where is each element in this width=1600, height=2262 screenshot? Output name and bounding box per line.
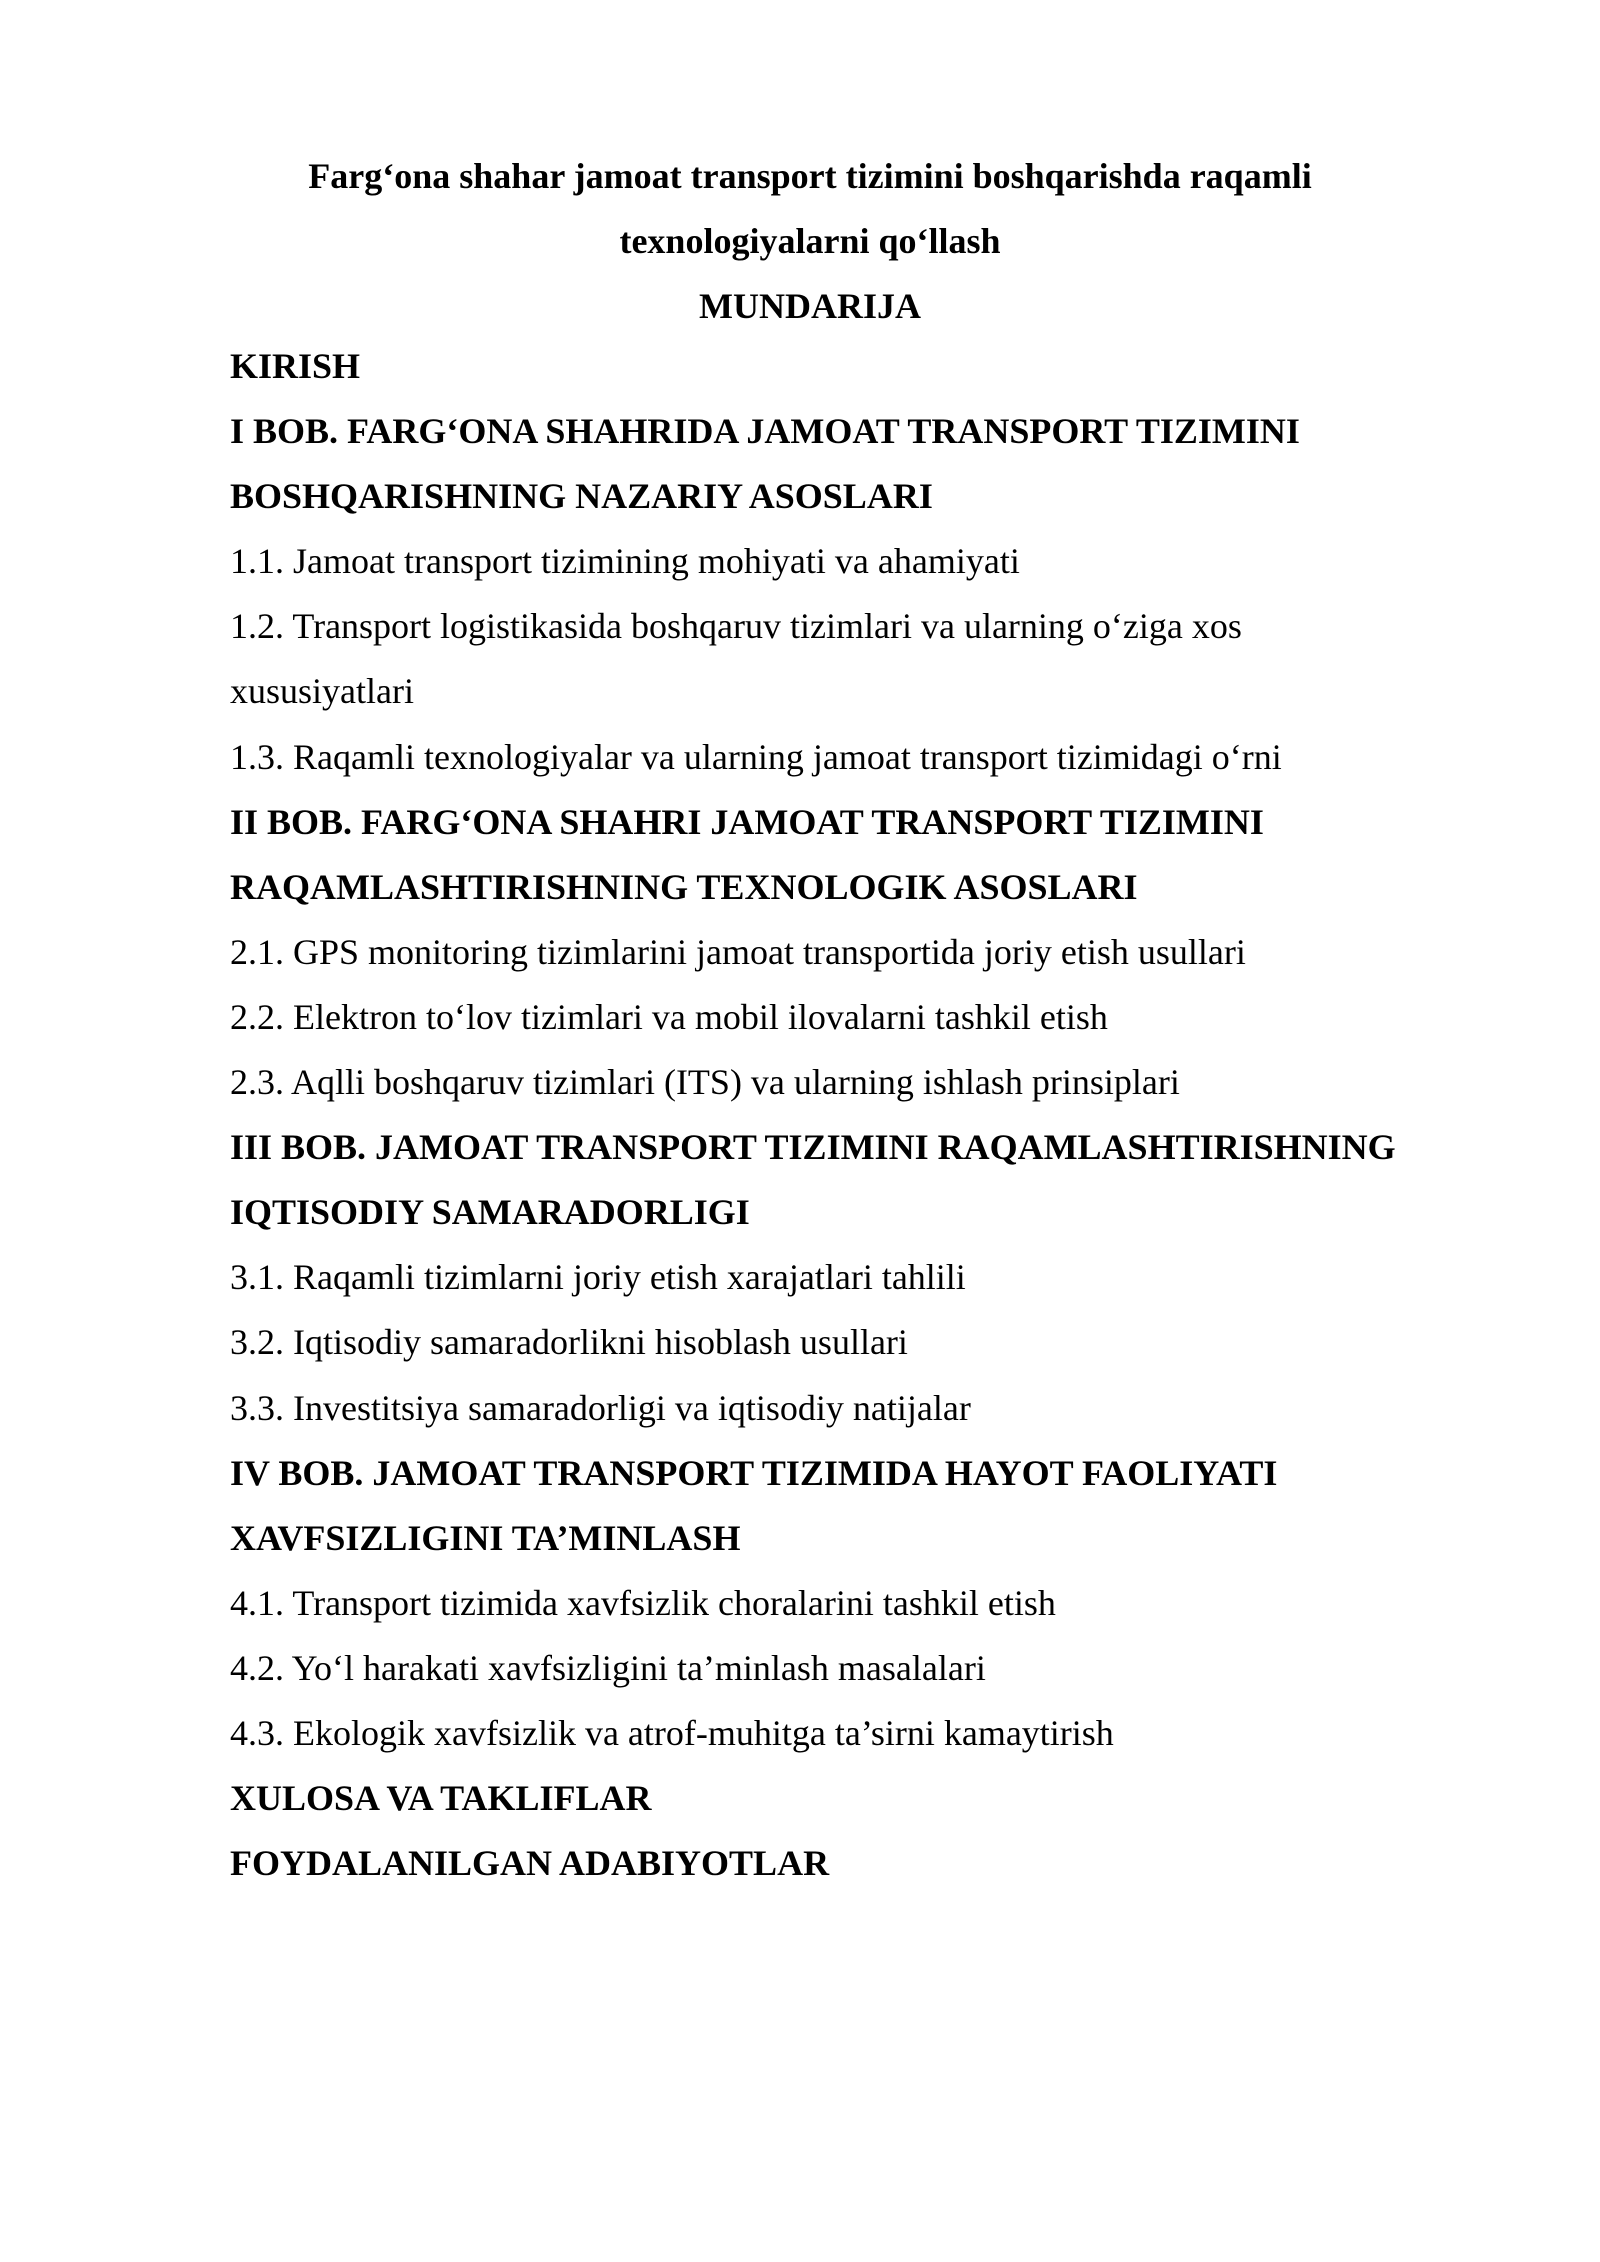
toc-entry: 2.3. Aqlli boshqaruv tizimlari (ITS) va ularning ishlash prinsiplari <box>230 1062 1180 1103</box>
toc-heading-line: BOSHQARISHNING NAZARIY ASOSLARI <box>230 476 933 517</box>
toc-entry: 3.2. Iqtisodiy samaradorlikni hisoblash usullari <box>230 1322 908 1363</box>
toc-entry: xususiyatlari <box>230 671 414 712</box>
toc-heading: MUNDARIJA <box>699 286 921 326</box>
document-title-line-1: Farg‘ona shahar jamoat transport tizimini boshqarishda raqamli <box>308 156 1312 196</box>
toc-heading-line: KIRISH <box>230 346 361 386</box>
toc-entry: 2.1. GPS monitoring tizimlarini jamoat transportida joriy etish usullari <box>230 931 1246 972</box>
toc-entry: 1.3. Raqamli texnologiyalar va ularning jamoat transport tizimidagi o‘rni <box>230 736 1282 777</box>
toc-heading-line: FOYDALANILGAN ADABIYOTLAR <box>230 1843 830 1884</box>
toc-heading-line: XAVFSIZLIGINI TA’MINLASH <box>230 1517 741 1558</box>
toc-entry: 1.2. Transport logistikasida boshqaruv tizimlari va ularning o‘ziga xos <box>230 606 1242 647</box>
toc-entry: 4.2. Yo‘l harakati xavfsizligini ta’minlash masalalari <box>230 1647 986 1688</box>
toc-entry: 3.1. Raqamli tizimlarni joriy etish xarajatlari tahlili <box>230 1257 966 1298</box>
table-of-contents <box>230 334 1490 1896</box>
toc-entry: 4.1. Transport tizimida xavfsizlik choralarini tashkil etish <box>230 1582 1056 1623</box>
toc-heading-line: IQTISODIY SAMARADORLIGI <box>230 1192 750 1233</box>
toc-entry: 1.1. Jamoat transport tizimining mohiyati va ahamiyati <box>230 541 1020 582</box>
document-title-line-2: texnologiyalarni qo‘llash <box>619 221 1001 261</box>
toc-heading-line: I BOB. FARG‘ONA SHAHRIDA JAMOAT TRANSPORT TIZIMINI <box>230 411 1300 452</box>
toc-entry: 2.2. Elektron to‘lov tizimlari va mobil ilovalarni tashkil etish <box>230 996 1108 1037</box>
toc-heading-line: RAQAMLASHTIRISHNING TEXNOLOGIK ASOSLARI <box>230 866 1138 907</box>
toc-entry: 4.3. Ekologik xavfsizlik va atrof-muhitga ta’sirni kamaytirish <box>230 1712 1114 1753</box>
toc-heading-line: XULOSA VA TAKLIFLAR <box>230 1778 652 1819</box>
toc-entry: 3.3. Investitsiya samaradorligi va iqtisodiy natijalar <box>230 1387 971 1428</box>
toc-heading-line: II BOB. FARG‘ONA SHAHRI JAMOAT TRANSPORT TIZIMINI <box>230 801 1264 842</box>
toc-heading-line: IV BOB. JAMOAT TRANSPORT TIZIMIDA HAYOT FAOLIYATI <box>230 1452 1278 1493</box>
toc-heading-line: III BOB. JAMOAT TRANSPORT TIZIMINI RAQAMLASHTIRISHNING <box>230 1127 1396 1168</box>
